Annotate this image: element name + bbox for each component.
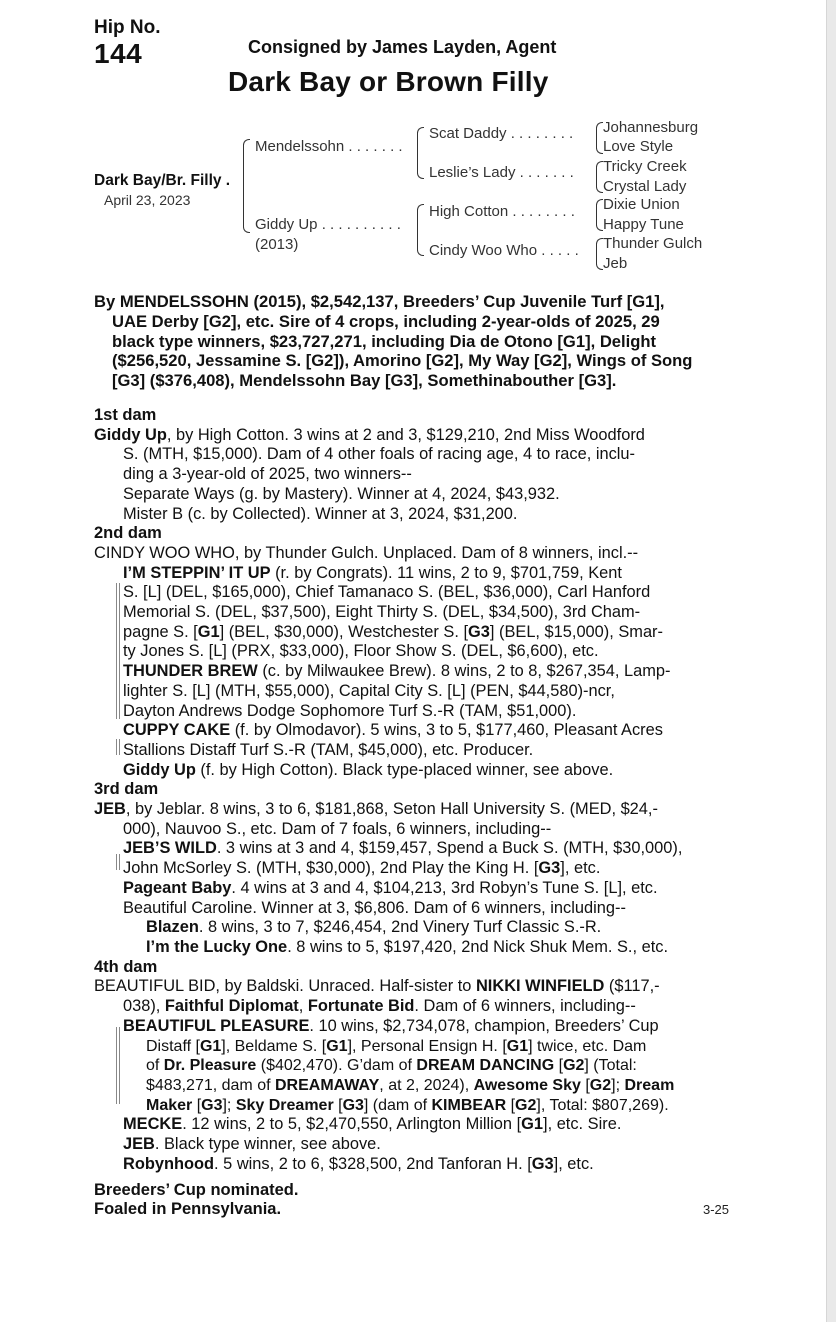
dam-dam: Cindy Woo Who . . . . . xyxy=(429,242,579,259)
dam-name: Giddy Up . . . . . . . . . . xyxy=(255,216,401,233)
horse-name: JEB’S WILD xyxy=(123,839,217,858)
horse-name: Robynhood xyxy=(123,1154,215,1173)
section-heading: 1st dam xyxy=(94,406,157,424)
produce-record: Separate Ways (g. by Mastery). Winner at 4, 2024, $43,932. xyxy=(123,484,560,503)
subject-label: Dark Bay/Br. Filly . xyxy=(94,172,231,189)
nomination-note: Breeders’ Cup nominated. xyxy=(94,1181,299,1199)
brace xyxy=(417,127,424,179)
section-heading: 3rd dam xyxy=(94,780,159,799)
sire-line: ($256,520, Jessamine S. [G2]), Amorino [G2], My Way [G2], Wings of Song xyxy=(112,351,693,371)
brace xyxy=(417,204,424,256)
page-code: 3-25 xyxy=(703,1202,730,1217)
margin-rule xyxy=(119,583,120,682)
grandparent: Tricky Creek xyxy=(603,158,687,175)
brace xyxy=(596,199,603,231)
section-heading: 4th dam xyxy=(94,957,158,976)
female-family: 1st dam Giddy Up, by High Cotton. 3 wins at 2 and 3, $129,210, 2nd Miss Woodford S. (MTH, $15,000). Dam of 4 other foals of racing age, 4 to race, inclu- ding a 3-year-old of 2025, two winners-- Separate Ways (g. by Mastery). Winner at 4, 2024, $43,932. Mister B (c. by Collected). Winner at 3, 2024, $31,200. 2nd dam CINDY WOO WHO, by Thunder Gulch. Unplaced. Dam of 8 winners, incl.-- I’M STEPPIN’ IT UP (r. by Congrats). 11 wins, 2 to 9, $701,759, Kent S. [L] (DEL, $165,000), Chief Tamanaco S. (BEL, $36,000), Carl Hanford Memorial S. (DEL, $37,500), Eight Thirty S. (DEL, $34,500), 3rd Cham- pagne S. [G1] (BEL, $30,000), Westchester S. [G3] (BEL, $15,000), Smar- ty Jones S. [L] (PRX, $33,000), Floor Show S. (DEL, $6,600), etc. THUNDER BREW (c. by Milwaukee Brew). 8 wins, 2 to 8, $267,354, Lamp- lighter S. [L] (MTH, $55,000), Capital City S. [L] (PEN, $44,580)-ncr, Dayton Andrews Dodge Sophomore Turf S.-R (TAM, $51,000). CUPPY CAKE (f. by Olmodavor). 5 wins, 3 to 5, $177,460, Pleasant Acres Stallions Distaff Turf S.-R (TAM, $45,000), etc. Producer. Giddy Up (f. by High Cotton). Black type-placed winner, see above. 3rd dam JEB, by Jeblar. 8 wins, 3 to 6, $181,868, Seton Hall University S. (MED, $24,- 000), Nauvoo S., etc. Dam of 7 foals, 6 winners, including-- JEB’S WILD. 3 wins at 3 and 4, $159,457, Spend a Buck S. (MTH, $30,000), John McSorley S. (MTH, $30,000), 2nd Play the King H. [G3], etc. Pageant Baby. 4 wins at 3 and 4, $104,213, 3rd Robyn’s Tune S. [L], etc. Beautiful Caroline. Winner at 3, $6,806. Dam of 6 winners, including-- Blazen. 8 wins, 3 to 7, $246,454, 2nd Vinery Turf Classic S.-R. I’m the Lucky One. 8 wins to 5, $197,420, 2nd Nick Shuk Mem. S., etc. 4th dam BEAUTIFUL BID, by Baldski. Unraced. Half-sister to NIKKI WINFIELD ($117,- 038), Faithful Diplomat, Fortunate Bid. Dam of 6 winners, including-- BEAUTIFUL PLEASURE. 10 wins, $2,734,078, champion, Breeders’ Cup Distaff [G1], Beldame S. [G1], Personal Ensign H. [G1] twice, etc. Dam of Dr. Pleasure ($402,470). G’dam of DREAM DANCING [G2] (Total: $483,271, dam of DREAMAWAY, at 2, 2024), Awesome Sky [G2]; Dream Maker [G3]; Sky Dreamer [G3] (dam of KIMBEAR [G2], Total: $807,269). MECKE. 12 wins, 2 to 5, $2,470,550, Arlington Million [G1], etc. Sire. JEB. Black type winner, see above. Robynhood. 5 wins, 2 to 6, $328,500, 2nd Tanforan H. [G3], etc. xyxy=(94,406,734,1174)
grandparent: Jeb xyxy=(603,255,628,272)
sire-paragraph xyxy=(94,292,692,391)
margin-rule xyxy=(119,1027,120,1104)
margin-rule xyxy=(116,1027,117,1104)
margin-rule xyxy=(119,854,120,870)
consignor-line: Consigned by James Layden, Agent xyxy=(248,37,557,57)
page-title: Dark Bay or Brown Filly xyxy=(228,66,549,97)
brace xyxy=(596,238,603,270)
sire-dam: Leslie’s Lady . . . . . . . xyxy=(429,164,574,181)
horse-name: Blazen xyxy=(146,918,199,937)
horse-name: Giddy Up xyxy=(123,760,196,779)
brace xyxy=(243,139,250,233)
horse-name: JEB xyxy=(94,800,126,819)
grandparent: Love Style xyxy=(603,138,674,155)
foaling-note: Foaled in Pennsylvania. xyxy=(94,1200,282,1218)
margin-rule xyxy=(119,680,120,719)
horse-name: JEB xyxy=(123,1135,155,1154)
grandparent: Crystal Lady xyxy=(603,178,687,195)
sire-sire: Scat Daddy . . . . . . . . xyxy=(429,125,574,142)
margin-rule xyxy=(119,739,120,755)
section-heading: 2nd dam xyxy=(94,524,162,543)
brace xyxy=(596,161,603,193)
horse-name: BEAUTIFUL PLEASURE xyxy=(123,1016,310,1035)
grandparent: Thunder Gulch xyxy=(603,235,703,252)
grandparent: Dixie Union xyxy=(603,196,680,213)
page-edge xyxy=(826,0,836,1322)
horse-name: CUPPY CAKE xyxy=(123,721,231,740)
horse-name: Giddy Up xyxy=(94,425,167,444)
horse-name: I’m the Lucky One xyxy=(146,937,288,956)
grandparent: Johannesburg xyxy=(603,119,699,136)
foaling-date: April 23, 2023 xyxy=(104,192,191,208)
margin-rule xyxy=(116,680,117,719)
margin-rule xyxy=(116,739,117,755)
produce-record: Mister B (c. by Collected). Winner at 3, 2024, $31,200. xyxy=(123,504,518,523)
sire-line: UAE Derby [G2], etc. Sire of 4 crops, including 2-year-olds of 2025, 29 xyxy=(112,311,660,331)
horse-name: I’M STEPPIN’ IT UP xyxy=(123,563,271,582)
dam-year: (2013) xyxy=(255,236,299,253)
horse-name: MECKE xyxy=(123,1115,183,1134)
hip-label: Hip No. xyxy=(94,17,161,38)
margin-rule xyxy=(116,854,117,870)
sire-line: black type winners, $23,727,271, including Dia de Otono [G1], Delight xyxy=(112,331,657,351)
sire-line: By MENDELSSOHN (2015), $2,542,137, Breeders’ Cup Juvenile Turf [G1], xyxy=(94,292,665,311)
sire-line: [G3] ($376,408), Mendelssohn Bay [G3], Somethinabouther [G3]. xyxy=(112,371,617,391)
horse-name: THUNDER BREW xyxy=(123,662,258,681)
grandparent: Happy Tune xyxy=(603,216,684,233)
dam-sire: High Cotton . . . . . . . . xyxy=(429,203,575,220)
sire-name: Mendelssohn . . . . . . . xyxy=(255,138,403,155)
margin-rule xyxy=(116,583,117,682)
brace xyxy=(596,122,603,154)
horse-name: Pageant Baby xyxy=(123,878,232,897)
hip-number: 144 xyxy=(94,38,143,69)
